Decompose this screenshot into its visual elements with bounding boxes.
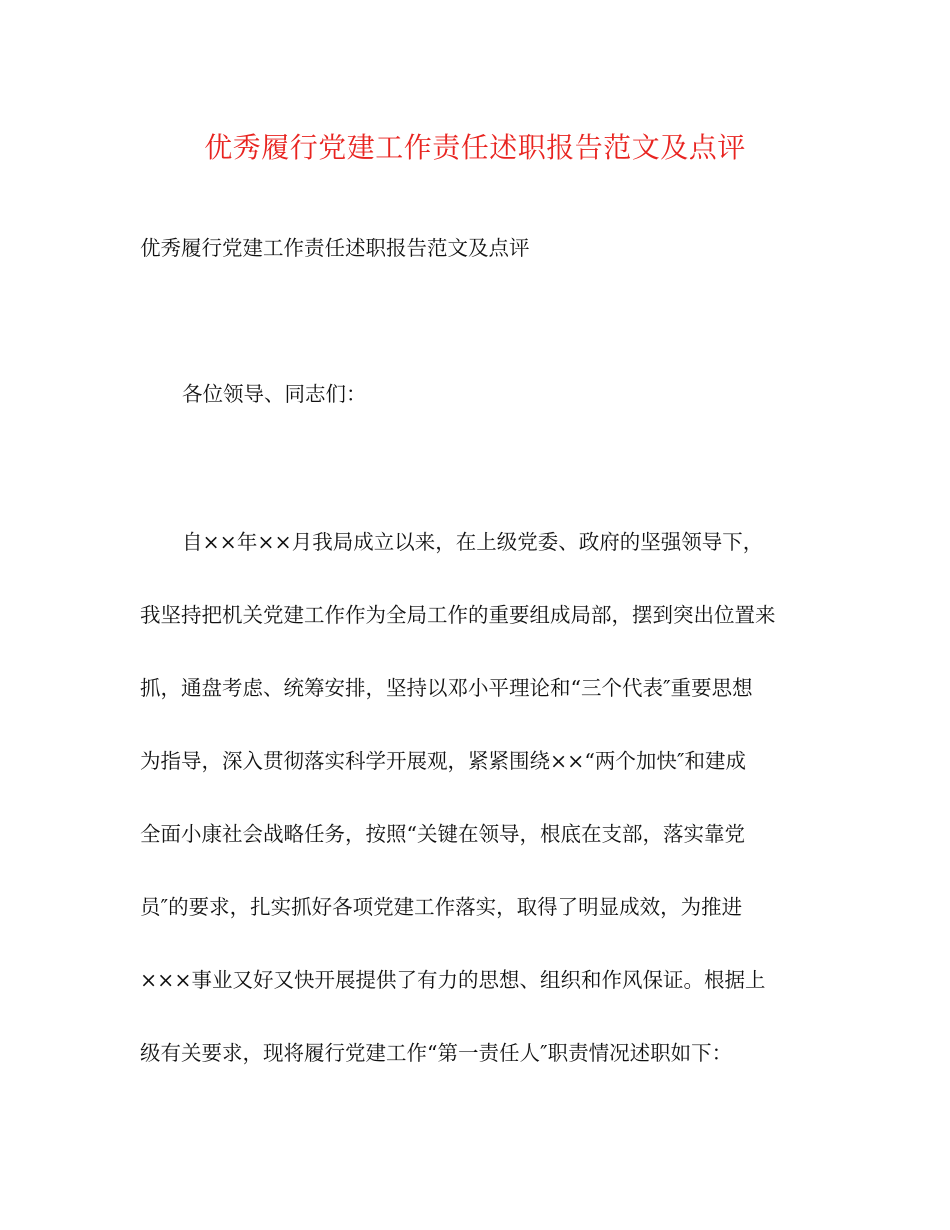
body-paragraph-line: 全面小康社会战略任务，按照“关键在领导，根底在支部，落实靠党 — [140, 822, 745, 846]
body-paragraph-line: 自××年××月我局成立以来，在上级党委、政府的坚强领导下， — [182, 530, 764, 554]
salutation: 各位领导、同志们： — [182, 382, 367, 406]
body-paragraph-line: ×××事业又好又快开展提供了有力的思想、组织和作风保证。根据上 — [140, 968, 766, 992]
body-paragraph-line: 级有关要求，现将履行党建工作“第一责任人″职责情况述职如下： — [140, 1041, 733, 1065]
document-subtitle: 优秀履行党建工作责任述职报告范文及点评 — [140, 236, 530, 260]
body-paragraph-line: 员″的要求，扎实抓好各项党建工作落实，取得了明显成效，为推进 — [140, 895, 743, 919]
body-paragraph-line: 抓，通盘考虑、统筹安排，坚持以邓小平理论和“三个代表″重要思想 — [140, 676, 753, 700]
body-paragraph-line: 我坚持把机关党建工作作为全局工作的重要组成局部，摆到突出位置来 — [140, 603, 776, 627]
document-title: 优秀履行党建工作责任述职报告范文及点评 — [204, 131, 746, 164]
body-paragraph-line: 为指导，深入贯彻落实科学开展观，紧紧围绕××“两个加快″和建成 — [140, 749, 746, 773]
